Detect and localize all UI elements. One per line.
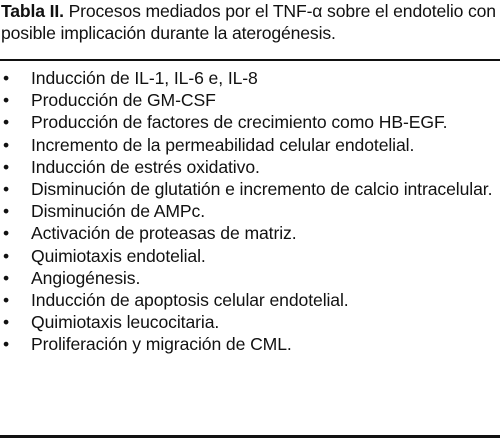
list-item-text: Disminución de glutatión e incremento de calcio intracelular. xyxy=(31,179,493,200)
list-item xyxy=(0,289,500,311)
list-item-text: Quimiotaxis leucocitaria. xyxy=(31,312,220,333)
table-top-rule xyxy=(0,59,500,61)
bullet-icon: • xyxy=(3,68,10,88)
bullet-icon: • xyxy=(3,90,10,111)
process-list xyxy=(0,67,500,356)
list-item xyxy=(0,200,500,222)
bullet-icon: • xyxy=(3,179,10,200)
table-bottom-rule xyxy=(0,435,500,438)
list-item-text: Activación de proteasas de matriz. xyxy=(31,223,297,244)
list-item-text: Producción de GM-CSF xyxy=(31,90,216,111)
list-item-text: Inducción de IL-1, IL-6 e, IL-8 xyxy=(31,68,258,88)
list-item xyxy=(0,156,500,178)
table-caption xyxy=(1,0,497,44)
bullet-icon: • xyxy=(3,112,10,133)
bullet-icon: • xyxy=(3,267,10,288)
list-item-text: Producción de factores de crecimiento como HB-EGF. xyxy=(31,112,448,133)
table-caption-label: Tabla II. xyxy=(1,1,64,21)
bullet-icon: • xyxy=(3,223,10,244)
bullet-icon: • xyxy=(3,134,10,155)
list-item xyxy=(0,134,500,156)
list-item xyxy=(0,111,500,133)
list-item xyxy=(0,311,500,333)
table-caption-text: Procesos mediados por el TNF-α sobre el endotelio con posible implicación durante la aterogénesis. xyxy=(1,1,496,43)
list-item xyxy=(0,67,500,89)
bullet-icon: • xyxy=(3,245,10,266)
list-item-text: Incremento de la permeabilidad celular endotelial. xyxy=(31,134,415,155)
list-item xyxy=(0,222,500,244)
bullet-icon: • xyxy=(3,312,10,333)
list-item-text: Inducción de apoptosis celular endotelial. xyxy=(31,290,349,311)
list-item xyxy=(0,89,500,111)
list-item xyxy=(0,267,500,289)
list-item xyxy=(0,178,500,200)
list-item xyxy=(0,245,500,267)
list-item-text: Quimiotaxis endotelial. xyxy=(31,245,206,266)
list-item xyxy=(0,333,500,355)
list-item-text: Angiogénesis. xyxy=(31,267,141,288)
bullet-icon: • xyxy=(3,334,10,355)
list-item-text: Proliferación y migración de CML. xyxy=(31,334,292,355)
bullet-icon: • xyxy=(3,156,10,177)
list-item-text: Disminución de AMPc. xyxy=(31,201,206,222)
list-item-text: Inducción de estrés oxidativo. xyxy=(31,156,260,177)
bullet-icon: • xyxy=(3,290,10,311)
bullet-icon: • xyxy=(3,201,10,222)
